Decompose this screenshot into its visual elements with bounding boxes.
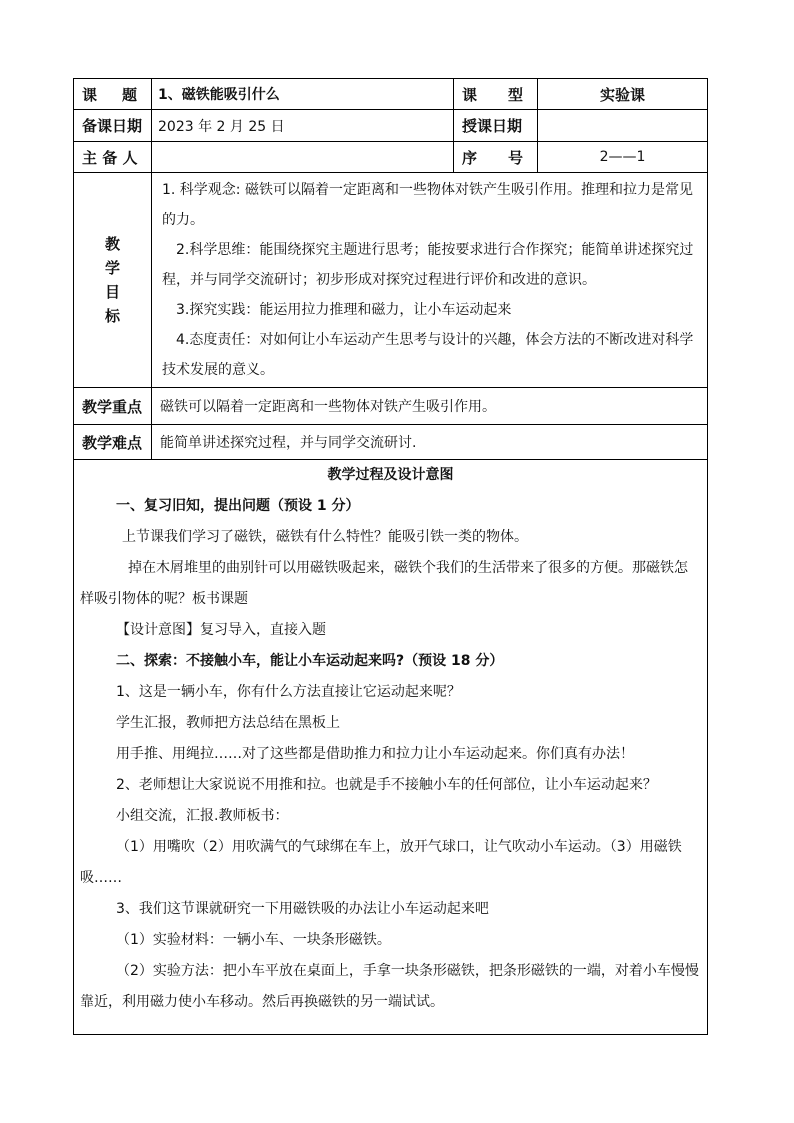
- lesson-plan-table: [73, 78, 708, 1035]
- type-label: 课 型: [462, 85, 523, 104]
- date-row: [74, 110, 708, 142]
- preparer-label: 主 备 人: [74, 142, 152, 173]
- prep-date-label: 备课日期: [74, 110, 152, 142]
- paragraph: （1）用嘴吹（2）用吹满气的气球绑在车上，放开气球口，让气吹动小车运动。（3）用磁铁吸……: [80, 839, 682, 886]
- difficulty-label: 教学难点: [74, 425, 152, 460]
- paragraph: 学生汇报，教师把方法总结在黑板上: [116, 715, 340, 731]
- paragraph: 2、老师想让大家说说不用推和拉。也就是手不接触小车的任何部位，让小车运动起来？: [116, 777, 657, 793]
- objectives-row: [74, 173, 708, 388]
- paragraph: 3、我们这节课就研究一下用磁铁吸的办法让小车运动起来吧: [116, 901, 489, 917]
- objective-item: 2.科学思维：能围绕探究主题进行思考；能按要求进行合作探究；能简单讲述探究过程，并与同学交流研讨；初步形成对探究过程进行评价和改进的意识。: [162, 242, 694, 288]
- objectives-label: 教 学 目 标: [74, 173, 152, 388]
- process-row: [74, 460, 708, 1035]
- topic-value: 1、磁铁能吸引什么: [152, 79, 454, 110]
- type-value: 实验课: [538, 79, 708, 110]
- paragraph: 【设计意图】复习导入，直接入题: [116, 622, 326, 638]
- paragraph: 1、这是一辆小车，你有什么方法直接让它运动起来呢？: [116, 684, 461, 700]
- paragraph: 小组交流，汇报.教师板书：: [116, 808, 289, 824]
- section-title: 一、复习旧知，提出问题（预设 1 分）: [116, 498, 360, 514]
- key-point-label: 教学重点: [74, 388, 152, 425]
- process-title: 教学过程及设计意图: [327, 467, 454, 483]
- seq-label: 序 号: [462, 148, 523, 167]
- objective-item: 3.探究实践：能运用拉力推理和磁力，让小车运动起来: [176, 302, 512, 318]
- teach-date-value: [538, 110, 708, 142]
- objectives-content: [152, 173, 708, 388]
- paragraph: 上节课我们学习了磁铁，磁铁有什么特性？能吸引铁一类的物体。: [122, 529, 528, 545]
- key-point-row: [74, 388, 708, 425]
- difficulty-row: [74, 425, 708, 460]
- paragraph: 用手推、用绳拉……对了这些都是借助推力和拉力让小车运动起来。你们真有办法！: [116, 746, 634, 762]
- preparer-row: [74, 142, 708, 173]
- prep-date-value: 2023 年 2 月 25 日: [152, 110, 454, 142]
- objective-item: 1. 科学观念: 磁铁可以隔着一定距离和一些物体对铁产生吸引作用。推理和拉力是常见的力。: [162, 182, 693, 228]
- process-content: [74, 460, 708, 1035]
- key-point-value: 磁铁可以隔着一定距离和一些物体对铁产生吸引作用。: [152, 388, 708, 425]
- topic-label: 课 题: [82, 85, 137, 104]
- preparer-value: [152, 142, 454, 173]
- section-title: 二、探索：不接触小车，能让小车运动起来吗?（预设 18 分）: [116, 653, 504, 669]
- paragraph: （1）实验材料：一辆小车、一块条形磁铁。: [116, 932, 391, 948]
- paragraph: （2）实验方法：把小车平放在桌面上，手拿一块条形磁铁，把条形磁铁的一端，对着小车慢慢靠近，利用磁力使小车移动。然后再换磁铁的另一端试试。: [80, 963, 699, 1010]
- difficulty-value: 能简单讲述探究过程，并与同学交流研讨.: [152, 425, 708, 460]
- topic-row: [74, 79, 708, 110]
- paragraph: 掉在木屑堆里的曲别针可以用磁铁吸起来，磁铁个我们的生活带来了很多的方便。那磁铁怎样吸引物体的呢？板书课题: [80, 560, 688, 607]
- objective-item: 4.态度责任：对如何让小车运动产生思考与设计的兴趣，体会方法的不断改进对科学技术发展的意义。: [162, 332, 694, 378]
- seq-value: 2——1: [538, 142, 708, 173]
- teach-date-label: 授课日期: [454, 110, 538, 142]
- lesson-plan-page: [73, 78, 707, 1035]
